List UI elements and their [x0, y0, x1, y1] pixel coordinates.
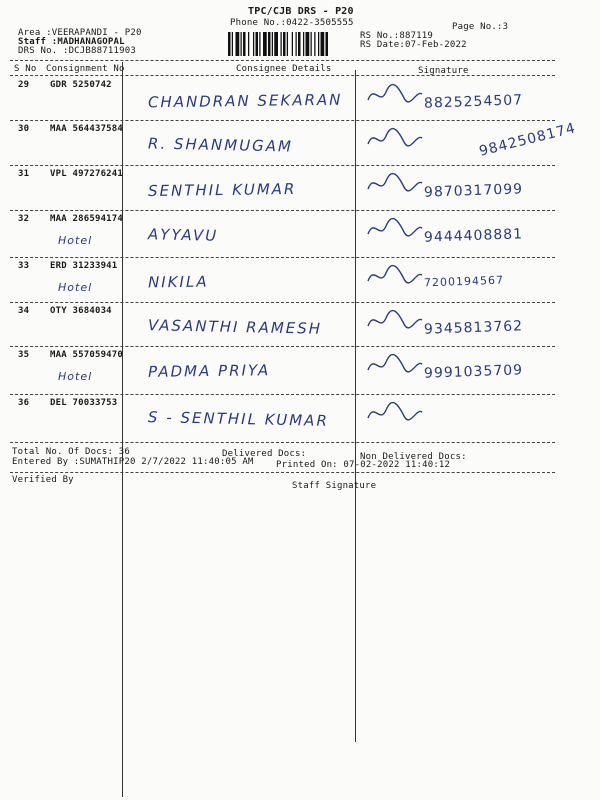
- row-consignee-handwritten: SENTHIL KUMAR: [147, 179, 297, 201]
- column-header-sno: S No: [14, 64, 37, 74]
- row-consignment-no: GDR 5250742: [50, 80, 112, 90]
- row-divider: [10, 302, 555, 303]
- barcode-image: [228, 32, 356, 56]
- page-number: Page No.:3: [452, 22, 509, 32]
- row-sno: 32: [18, 214, 30, 224]
- row-consignment-no: MAA 286594174: [50, 214, 124, 224]
- row-consignment-no: ERD 31233941: [50, 261, 118, 271]
- row-left-note: Hotel: [58, 281, 93, 294]
- row-divider: [10, 394, 555, 395]
- row-consignee-handwritten: NIKILA: [147, 272, 209, 292]
- row-left-note: Hotel: [58, 234, 93, 247]
- row-divider: [10, 257, 555, 258]
- row-consignee-handwritten: PADMA PRIYA: [147, 361, 271, 381]
- row-sno: 33: [18, 261, 30, 271]
- row-consignment-no: DEL 70033753: [50, 398, 118, 408]
- row-divider: [10, 210, 555, 211]
- row-sno: 29: [18, 80, 30, 90]
- column-header-consignment: Consignment No: [46, 64, 125, 74]
- row-consignment-no: OTY 3684034: [50, 306, 112, 316]
- row-consignee-handwritten: S - SENTHIL KUMAR: [147, 408, 330, 430]
- column-header-signature: Signature: [418, 66, 469, 76]
- header-top-divider: [10, 60, 555, 61]
- row-sno: 36: [18, 398, 30, 408]
- row-consignee-handwritten: R. SHANMUGAM: [147, 134, 294, 156]
- row-signature-scribble: [364, 400, 424, 426]
- row-consignment-no: MAA 557059470: [50, 350, 124, 360]
- non-delivered-docs: Non Delivered Docs:: [360, 452, 467, 462]
- row-consignee-handwritten: CHANDRAN SEKARAN: [147, 90, 343, 112]
- row-divider: [10, 120, 555, 121]
- row-sno: 30: [18, 124, 30, 134]
- row-consignee-handwritten: VASANTHI RAMESH: [147, 316, 323, 338]
- entered-by: Entered By :SUMATHIP20 2/7/2022 11:40:05 AM: [12, 457, 254, 467]
- delivered-docs: Delivered Docs:: [222, 449, 307, 459]
- total-docs: Total No. Of Docs: 36: [12, 447, 130, 457]
- row-sno: 31: [18, 169, 30, 179]
- column-divider-right: [355, 70, 356, 742]
- staff-signature-label: Staff Signature: [292, 481, 377, 491]
- row-signature-scribble: [364, 308, 424, 334]
- footer-bottom-divider: [10, 472, 555, 473]
- row-sno: 34: [18, 306, 30, 316]
- row-signature-phone: 9870317099: [423, 181, 524, 201]
- row-divider: [10, 346, 555, 347]
- header-bottom-divider: [10, 75, 555, 76]
- column-header-consignee: Consignee Details: [236, 64, 332, 74]
- printed-on: Printed On: 07-02-2022 11:40:12: [276, 460, 451, 470]
- row-consignment-no: VPL 497276241: [50, 169, 124, 179]
- row-signature-scribble: [364, 82, 424, 108]
- drs-number: DRS No. :DCJB88711903: [18, 46, 136, 56]
- row-left-note: Hotel: [58, 370, 93, 383]
- rs-number: RS No.:887119: [360, 31, 434, 41]
- row-signature-phone: 9842508174: [477, 120, 578, 160]
- verified-by: Verified By: [12, 475, 74, 485]
- staff-label: Staff :MADHANAGOPAL: [18, 37, 125, 47]
- row-signature-scribble: [364, 126, 424, 152]
- row-sno: 35: [18, 350, 30, 360]
- row-signature-scribble: [364, 352, 424, 378]
- row-signature-phone: 7200194567: [423, 273, 505, 290]
- footer-divider: [10, 442, 555, 443]
- row-consignment-no: MAA 564437584: [50, 124, 124, 134]
- rs-date: RS Date:07-Feb-2022: [360, 40, 467, 50]
- row-divider: [10, 165, 555, 166]
- phone-number: Phone No.:0422-3505555: [230, 18, 354, 28]
- row-consignee-handwritten: AYYAVU: [147, 225, 219, 245]
- row-signature-phone: 9444408881: [423, 226, 524, 246]
- row-signature-scribble: [364, 171, 424, 197]
- row-signature-scribble: [364, 263, 424, 289]
- page-title: TPC/CJB DRS - P20: [248, 6, 354, 17]
- row-signature-scribble: [364, 216, 424, 242]
- row-signature-phone: 9991035709: [423, 362, 524, 382]
- area-label: Area :VEERAPANDI - P20: [18, 28, 142, 38]
- row-signature-phone: 9345813762: [423, 318, 524, 338]
- row-signature-phone: 8825254507: [423, 92, 524, 112]
